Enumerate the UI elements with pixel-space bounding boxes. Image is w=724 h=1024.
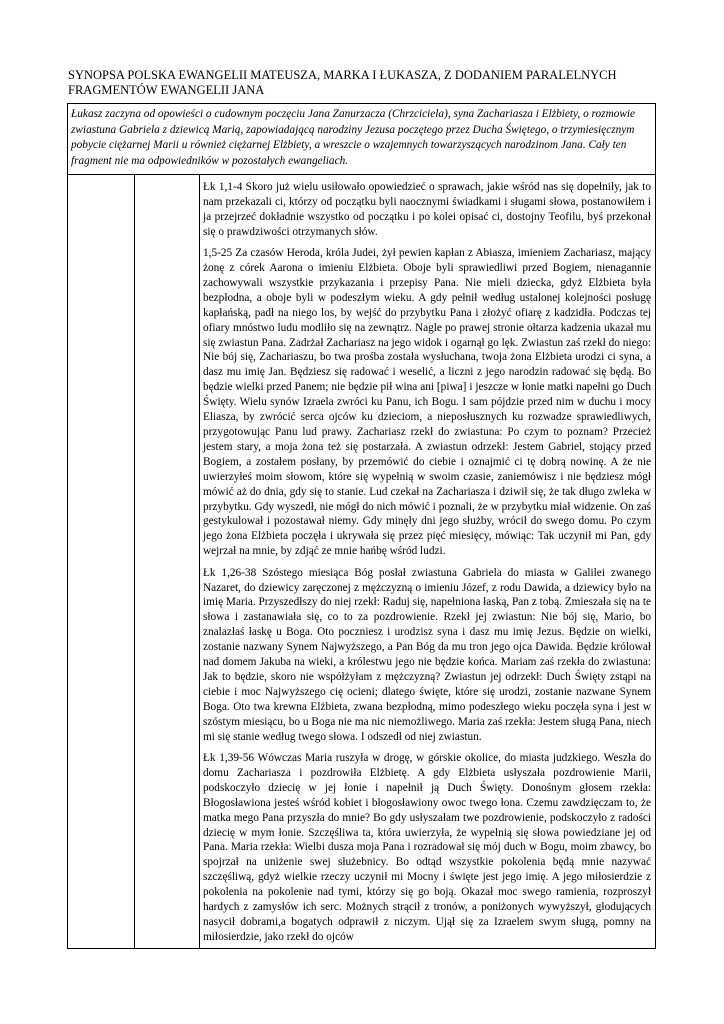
intro-text: Łukasz zaczyna od opowieści o cudownym poczęciu Jana Zanurzacza (Chrzciciela), syna Zachariasza i Elżbiety, o rozmowie zwiastuna Gabriela z dziewicą Marią, zapowiadającą narodziny Jezusa poczętego przez Ducha Świętego, o trzymiesięcznym pobycie ciężarnej Marii u również ciężarnej Elżbiety, a wreszcie o wzajemnych towarzyszących narodzinom Jana. Cały ten fragment nie ma odpowiedników w pozostałych ewangeliach. (71, 108, 636, 167)
passage-lk-1-39-56: Łk 1,39-56 Wówczas Maria ruszyła w drogę, w górskie okolice, do miasta judzkiego. Weszła do domu Zachariasza i pozdrowiła Elżbietę. A gdy Elżbieta usłyszała pozdrowienie Marii, podskoczyło dziecię w jej łonie i napełnił ją Duch Święty. Donośnym głosem rzekła: Błogosławiona jesteś wśród kobiet i błogosławiony owoc twego łona. Czemu zawdzięczam to, że matka mego Pana przyszła do mnie? Bo gdy usłyszałam twe pozdrowienie, podskoczyło z radości dziecię w mym łonie. Szczęśliwa ta, która uwierzyła, że wypełnią się słowa powiedziane jej od Pana. Maria rzekła: Wielbi dusza moja Pana i rozradował się mój duch w Bogu, moim zbawcy, bo spojrzał na uniżenie swej służebnicy. Bo odtąd wszystkie pokolenia będą mnie nazywać szczęśliwą, gdyż wielkie rzeczy uczynił mi Mocny i święte jest jego imię. A jego miłosierdzie z pokolenia na pokolenie nad tymi, którzy się go boją. Okazał moc swego ramienia, rozproszył hardych z zamysłów ich serc. Możnych strącił z tronów, a poniżonych wywyższył, głodujących nasycił dobrami,a bogatych odprawił z niczym. Ujął się za Izraelem swym sługą, pomny na miłosierdzie, jako rzekł do ojców (203, 752, 651, 943)
synopsis-table (67, 175, 656, 949)
luke-column (200, 175, 655, 948)
column-divider-1 (134, 175, 135, 948)
document-title (68, 68, 668, 98)
intro-box (67, 103, 656, 175)
title-line-1: SYNOPSA POLSKA EWANGELII MATEUSZA, MARKA I ŁUKASZA, Z DODANIEM PARALELNYCH (68, 68, 617, 82)
passage-lk-1-1-4: Łk 1,1-4 Skoro już wielu usiłowało opowiedzieć o sprawach, jakie wśród nas się dopełniły, jak to nam przekazali ci, którzy od początku byli naocznymi świadkami i sługami słowa, postanowiłem i ja przejrzeć dokładnie wszystko od początku i po kolei opisać ci, dostojny Teofilu, byś przekonał się o prawdziwości otrzymanych słów. (203, 181, 651, 238)
passage-lk-1-26-38: Łk 1,26-38 Szóstego miesiąca Bóg posłał zwiastuna Gabriela do miasta w Galilei zwanego Nazaret, do dziewicy zaręczonej z mężczyzną o imieniu Józef, z rodu Dawida, a dziewicy było na imię Maria. Przyszedłszy do niej rzekł: Raduj się, napełniona łaską, Pan z tobą. Zmieszała się na te słowa i zastanawiała się, co to za pozdrowienie. Rzekł jej zwiastun: Nie bój się, Mario, bo znalazłaś łaskę u Boga. Oto poczniesz i urodzisz syna i dasz mu imię Jezus. Będzie on wielki, zostanie nazwany Synem Najwyższego, a Pan Bóg da mu tron jego ojca Dawida. Będzie królował nad domem Jakuba na wieki, a królestwu jego nie będzie końca. Mariam zaś rzekła do zwiastuna: Jak to będzie, skoro nie współżyłam z mężczyzną? Zwiastun jej odrzekł: Duch Święty zstąpi na ciebie i moc Najwyższego cię ocieni; dlatego święte, które się urodzi, zostanie nazwane Synem Boga. Oto twa krewna Elżbieta, zwana bezpłodną, mimo podeszłego wieku poczęła syna i jest w szóstym miesiącu, bo u Boga nie ma nic niemożliwego. Maria zaś rzekła: Jestem sługą Pana, niech mi się stanie według twego słowa. I odszedł od niej zwiastun. (203, 566, 651, 743)
passage-lk-1-5-25: 1,5-25 Za czasów Heroda, króla Judei, żył pewien kapłan z Abiasza, imieniem Zachariasz, mający żonę z córek Aarona o imieniu Elżbieta. Oboje byli sprawiedliwi przed Bogiem, nienagannie zachowywali wszystkie przykazania i przepisy Pana. Nie mieli dziecka, gdyż Elżbieta była bezpłodna, a oboje byli w podeszłym wieku. A gdy pełnił według ustalonej kolejności posługę kapłańską, padł na niego los, by wejść do przybytku Pana i złożyć ofiarę z kadzidła. Podczas tej ofiary mnóstwo ludu modliło się na zewnątrz. Nagle po prawej stronie ołtarza kadzenia ukazał mu się zwiastun Pana. Zadrżał Zachariasz na jego widok i ogarnął go lęk. Zwiastun zaś rzekł do niego: Nie bój się, Zachariaszu, bo twa prośba została wysłuchana, twoja żona Elżbieta urodzi ci syna, a dasz mu imię Jan. Będziesz się radować i weselić, a liczni z jego narodzin radować się będą. Bo będzie wielki przed Panem; nie będzie pił wina ani [piwa] i jeszcze w łonie matki napełni go Duch Święty. Wielu synów Izraela zwróci ku Panu, ich Bogu. I sam pójdzie przed nim w duchu i mocy Eliasza, by zwrócić serca ojców ku dzieciom, a nieposłusznych ku rozwadze sprawiedliwych, przygotowując Panu lud prawy. Zachariasz rzekł do zwiastuna: Po czym to poznam? Przecież jestem stary, a moja żona też się postarzała. A zwiastun odrzekł: Jestem Gabriel, stojący przed Bogiem, a zostałem posłany, by przemówić do ciebie i oznajmić ci tę dobrą nowinę. A że nie uwierzyłeś moim słowom, które się wypełnią w swoim czasie, zaniemówisz i nie będziesz mógł mówić aż do dnia, gdy się to stanie. Lud czekał na Zachariasza i dziwił się, że tak długo zwleka w przybytku. Gdy wyszedł, nie mógł do nich mówić i poznali, że w przybytku miał widzenie. On zaś gestykulował i pozostawał niemy. Gdy minęły dni jego służby, wrócił do swego domu. Po czym jego żona Elżbieta poczęła i ukrywała się przez pięć miesięcy, mówiąc: Tak uczynił mi Pan, gdy wejrzał na mnie, by zdjąć ze mnie hańbę wśród ludzi. (203, 247, 651, 558)
title-line-2: FRAGMENTÓW EWANGELII JANA (68, 83, 265, 97)
